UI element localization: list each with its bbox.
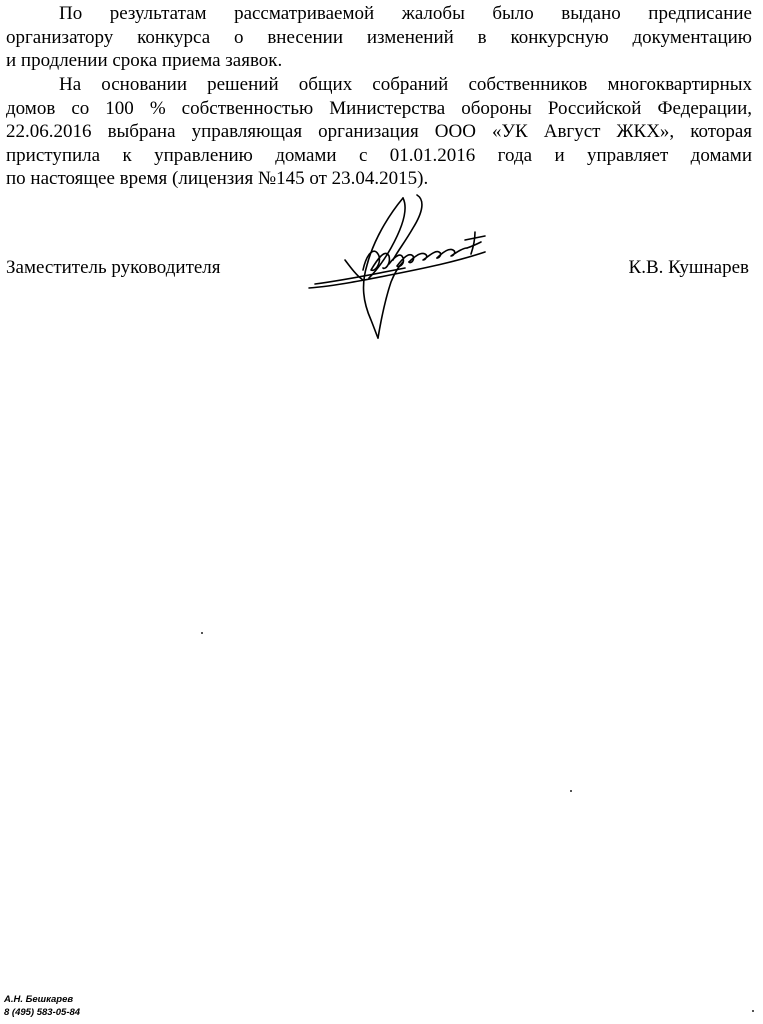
executor-info xyxy=(4,993,80,1019)
paragraph-line: и продлении срока приема заявок. xyxy=(6,50,283,71)
paragraph-line: домов со 100 % собственностью Министерства обороны Российской Федерации, xyxy=(6,97,752,119)
executor-phone: 8 (495) 583-05-84 xyxy=(4,1007,81,1018)
executor-name: А.Н. Бешкарев xyxy=(4,994,74,1005)
paragraph-line: 22.06.2016 выбрана управляющая организация ООО «УК Август ЖКХ», которая xyxy=(6,121,752,142)
paragraph-line: По результатам рассматриваемой жалобы было выдано предписание xyxy=(59,3,752,24)
scan-speck xyxy=(570,790,572,792)
signatory-position: Заместитель руководителя xyxy=(6,257,221,278)
paragraph-management-company xyxy=(6,73,752,191)
signatory-name: К.В. Кушнарев xyxy=(628,257,749,278)
signature-image xyxy=(305,190,490,340)
paragraph-line: по настоящее время (лицензия №145 от 23.04.2015). xyxy=(6,168,429,189)
paragraph-line: организатору конкурса о внесении изменений в конкурсную документацию xyxy=(6,26,752,48)
paragraph-complaint-result xyxy=(6,2,752,73)
scan-speck xyxy=(752,1010,754,1012)
paragraph-line: приступила к управлению домами с 01.01.2016 года и управляет домами xyxy=(6,144,752,166)
scan-speck xyxy=(201,632,203,634)
paragraph-line: На основании решений общих собраний собственников многоквартирных xyxy=(59,74,752,95)
